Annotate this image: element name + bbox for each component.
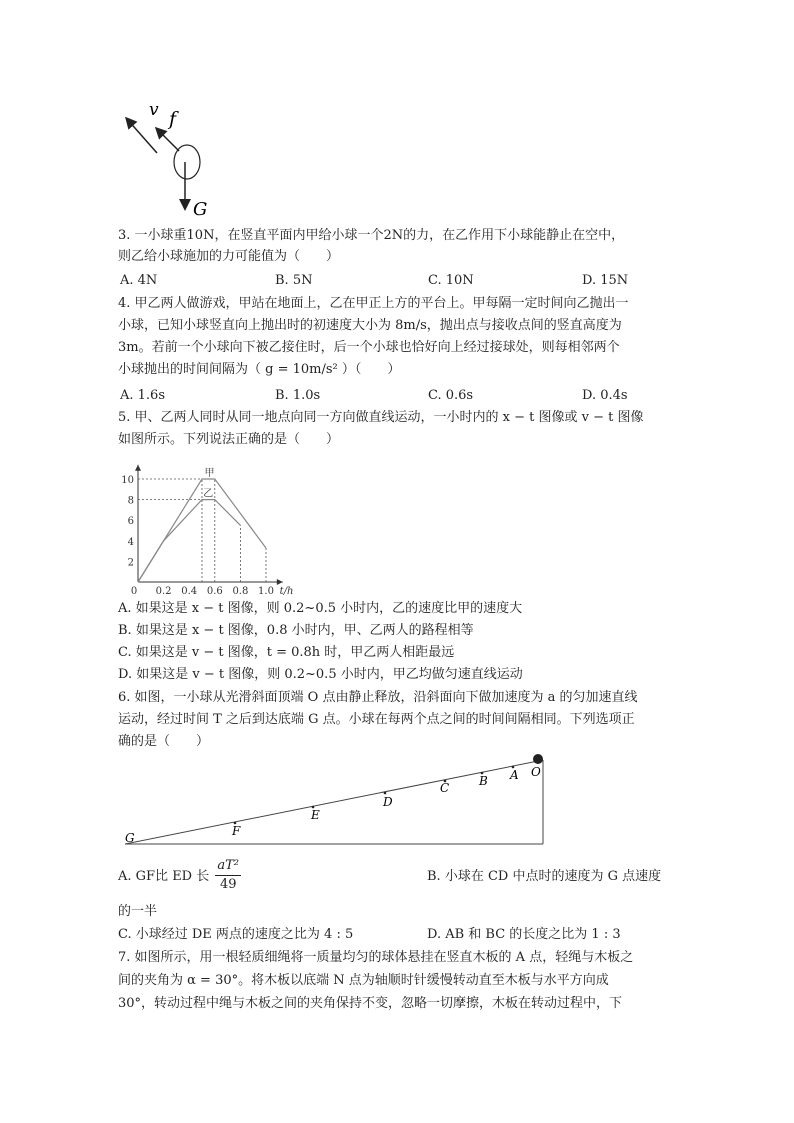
f-label: f <box>169 108 177 130</box>
q6-line-2: 运动，经过时间 T 之后到达底端 G 点。小球在每两个点之间的时间间隔相同。下列选项正 <box>118 712 635 727</box>
x-tick-label: 0.6 <box>206 586 223 595</box>
q3-line-1: 3. 一小球重10N，在竖直平面内甲给小球一个2N的力，在乙作用下小球能静止在空中， <box>118 228 625 243</box>
label-c: C <box>440 781 450 795</box>
q7-line-1: 7. 如图所示，用一根轻质细绳将一质量均匀的球体悬挂在竖直木板的 A 点，轻绳与木板之 <box>118 950 634 965</box>
q6-line-3: 确的是（ ） <box>118 734 210 749</box>
q6-option-b-line-1: B. 小球在 CD 中点时的速度为 G 点速度 <box>427 869 662 884</box>
incline-slope <box>125 760 543 844</box>
x-tick-label: 0.8 <box>232 586 249 595</box>
fraction-denominator: 49 <box>219 877 237 892</box>
q5-option-d: D. 如果这是 v − t 图像，则 0.2~0.5 小时内，甲乙均做匀速直线运动 <box>118 667 523 682</box>
incline-figure <box>115 752 555 852</box>
label-d: D <box>383 795 393 809</box>
q4-option-c: C. 0.6s <box>428 388 474 403</box>
q6-option-a-fraction <box>215 857 241 894</box>
q6-option-c: C. 小球经过 DE 两点的速度之比为 4 : 5 <box>118 927 354 942</box>
q3-option-d: D. 15N <box>582 273 629 288</box>
y-tick-label: 6 <box>127 516 134 528</box>
q5-option-b: B. 如果这是 x − t 图像，0.8 小时内，甲、乙两人的路程相等 <box>118 623 474 638</box>
y-tick-label: 4 <box>127 536 134 548</box>
q4-line-1: 4. 甲乙两人做游戏，甲站在地面上，乙在甲正上方的平台上。甲每隔一定时间向乙抛出一 <box>118 296 629 311</box>
force-diagram <box>115 95 225 220</box>
q6-option-a <box>118 857 241 897</box>
y-axis-arrow <box>135 465 141 471</box>
series-line-yi <box>138 500 240 582</box>
q4-line-3: 3m。若前一个小球向下被乙接住时，后一个小球也恰好向上经过接球处，则每相邻两个 <box>118 340 620 355</box>
q4-option-d: D. 0.4s <box>582 388 628 403</box>
y-tick-label: 8 <box>127 495 134 507</box>
x-tick-label: 1.0 <box>258 586 274 595</box>
q4-line-2: 小球，已知小球竖直向上抛出时的初速度大小为 8m/s，抛出点与接收点间的竖直高度为 <box>118 318 622 333</box>
q4-option-a: A. 1.6s <box>120 388 165 403</box>
series-line-jia <box>138 479 266 582</box>
q5-line-1: 5. 甲、乙两人同时从同一地点向同一方向做直线运动，一小时内的 x − t 图像或 v − t 图像 <box>118 410 644 425</box>
x-tick-label: 0.4 <box>181 586 198 595</box>
q7-line-3: 30°，转动过程中绳与木板之间的夹角保持不变，忽略一切摩擦，木板在转动过程中，下 <box>118 996 623 1011</box>
q3-option-b: B. 5N <box>275 273 313 288</box>
y-tick-label: 10 <box>121 475 134 486</box>
motion-graph <box>118 455 308 595</box>
ball-at-top <box>533 754 543 764</box>
point-d <box>384 792 387 795</box>
q6-option-d: D. AB 和 BC 的长度之比为 1 : 3 <box>427 927 621 942</box>
label-g: G <box>125 831 135 845</box>
x-axis-arrow <box>277 579 283 585</box>
q6-line-1: 6. 如图，一小球从光滑斜面顶端 O 点由静止释放，沿斜面向下做加速度为 a 的匀加速直线 <box>118 690 638 705</box>
label-b: B <box>479 774 488 788</box>
velocity-arrow <box>127 119 157 153</box>
q3-option-c: C. 10N <box>428 273 474 288</box>
q4-line-4: 小球抛出的时间间隔为（ g = 10m/s² ）（ ） <box>118 362 401 377</box>
q4-option-b: B. 1.0s <box>275 388 321 403</box>
q3-option-a: A. 4N <box>120 273 158 288</box>
ball <box>174 145 200 179</box>
label-o: O <box>531 765 541 779</box>
label-a: A <box>510 768 519 782</box>
q3-line-2: 则乙给小球施加的力可能值为（ ） <box>118 249 340 264</box>
q5-option-c: C. 如果这是 v − t 图像，t = 0.8h 时，甲乙两人相距最远 <box>118 645 455 660</box>
x-axis-label: t/h <box>279 586 294 595</box>
fraction-numerator: aT² <box>215 857 241 876</box>
q5-line-2: 如图所示。下列说法正确的是（ ） <box>118 432 340 447</box>
G-label: G <box>193 199 208 220</box>
friction-arrow <box>157 129 179 151</box>
v-label: v <box>149 100 159 120</box>
y-tick-label: 2 <box>127 557 134 569</box>
q6-option-a-text: A. GF比 ED 长 <box>118 869 210 884</box>
x-tick-label: 0 <box>130 586 138 595</box>
x-tick-label: 0.2 <box>155 586 172 595</box>
q6-option-b-line-2: 的一半 <box>118 904 158 919</box>
label-e: E <box>311 808 320 822</box>
series-label-yi: 乙 <box>203 488 214 500</box>
q5-option-a: A. 如果这是 x − t 图像，则 0.2~0.5 小时内，乙的速度比甲的速度大 <box>118 601 523 616</box>
q7-line-2: 间的夹角为 α = 30°。将木板以底端 N 点为轴顺时针缓慢转动直至木板与水平方向成 <box>118 973 609 988</box>
series-label-jia: 甲 <box>204 468 215 479</box>
label-f: F <box>232 824 241 838</box>
